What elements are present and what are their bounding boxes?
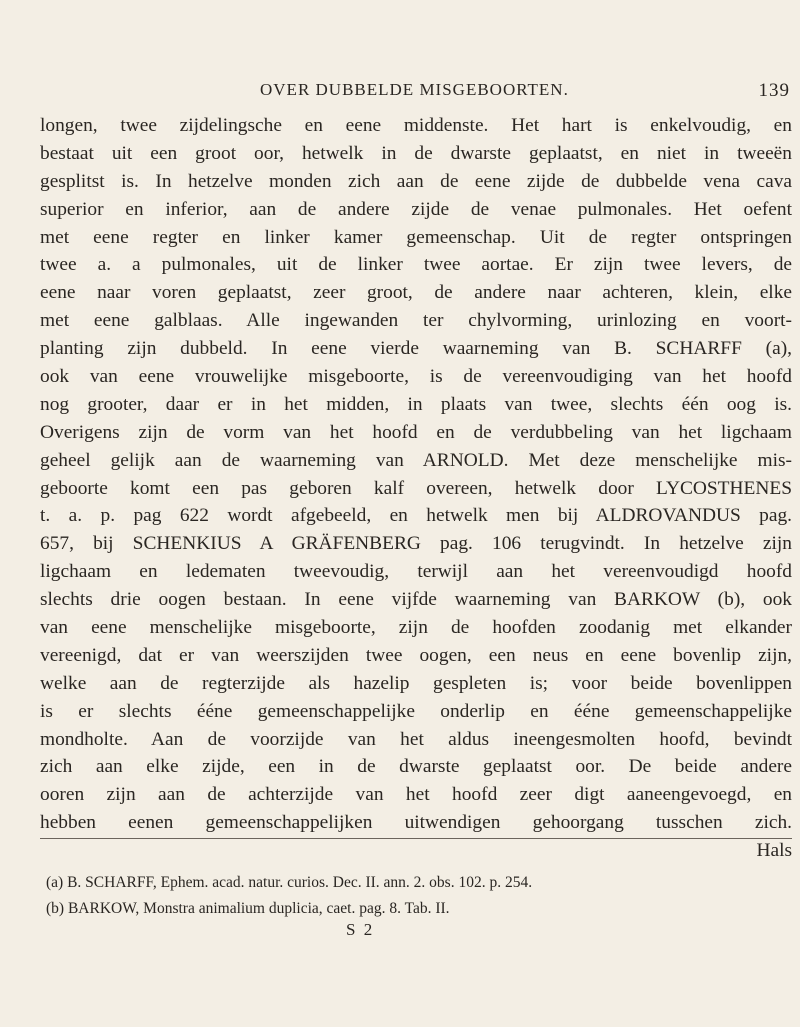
text-line: bestaat uit een groot oor, hetwelk in de dwarste geplaatst, en niet in tweeën: [40, 142, 792, 164]
text-line: van eene menschelijke misgeboorte, zijn de hoofden zoodanig met elkander: [40, 617, 792, 639]
page-number: 139: [758, 80, 790, 101]
running-head: OVER DUBBELDE MISGEBOORTEN.: [260, 80, 569, 99]
text-line: zich aan elke zijde, een in de dwarste geplaatst oor. De beide andere: [40, 756, 792, 778]
text-line: eene naar voren geplaatst, zeer groot, de andere naar achteren, klein, elke: [40, 282, 792, 304]
catchword: Hals: [756, 840, 792, 862]
text-line: 657, bij SCHENKIUS A GRÄFENBERG pag. 106 terugvindt. In hetzelve zijn: [40, 533, 792, 555]
text-line: ooren zijn aan de achterzijde van het hoofd zeer digt aaneengevoegd, en: [40, 784, 792, 806]
text-line: vereenigd, dat er van weerszijden twee oogen, een neus en eene bovenlip zijn,: [40, 644, 792, 666]
page-header: [40, 80, 790, 102]
text-line: slechts drie oogen bestaan. In eene vijfde waarneming van BARKOW (b), ook: [40, 589, 792, 611]
text-line: planting zijn dubbeld. In eene vierde waarneming van B. SCHARFF (a),: [40, 338, 792, 360]
text-line: met eene galblaas. Alle ingewanden ter chylvorming, urinlozing en voort-: [40, 310, 792, 332]
text-line: Overigens zijn de vorm van het hoofd en de verdubbeling van het ligchaam: [40, 421, 792, 443]
text-line: gesplitst is. In hetzelve monden zich aan de eene zijde de dubbelde vena cava: [40, 170, 792, 192]
text-line: geheel gelijk aan de waarneming van ARNOLD. Met deze menschelijke mis-: [40, 449, 792, 471]
signature-mark: S 2: [346, 920, 375, 939]
footnotes: [46, 870, 786, 922]
text-line: superior en inferior, aan de andere zijde de venae pulmonales. Het oefent: [40, 198, 792, 220]
text-line: welke aan de regterzijde als hazelip gespleten is; voor beide bovenlippen: [40, 672, 792, 694]
text-line: ligchaam en ledematen tweevoudig, terwijl aan het vereenvoudigd hoofd: [40, 561, 792, 583]
text-line: geboorte komt een pas geboren kalf overeen, hetwelk door LYCOSTHENES: [40, 477, 792, 499]
footnote-a: (a) B. SCHARFF, Ephem. acad. natur. curios. Dec. II. ann. 2. obs. 102. p. 254.: [46, 874, 533, 891]
text-line: t. a. p. pag 622 wordt afgebeeld, en hetwelk men bij ALDROVANDUS pag.: [40, 505, 792, 527]
text-line: met eene regter en linker kamer gemeenschap. Uit de regter ontspringen: [40, 226, 792, 248]
text-line: hebben eenen gemeenschappelijken uitwendigen gehoorgang tusschen zich.: [40, 812, 792, 834]
text-line: ook van eene vrouwelijke misgeboorte, is de vereenvoudiging van het hoofd: [40, 366, 792, 388]
text-line: is er slechts ééne gemeenschappelijke onderlip en ééne gemeenschappelijke: [40, 700, 792, 722]
text-line: twee a. a pulmonales, uit de linker twee aortae. Er zijn twee levers, de: [40, 254, 792, 276]
text-line: mondholte. Aan de voorzijde van het aldus ineengesmolten hoofd, bevindt: [40, 728, 792, 750]
footnote-b: (b) BARKOW, Monstra animalium duplicia, caet. pag. 8. Tab. II.: [46, 900, 450, 917]
text-line: longen, twee zijdelingsche en eene middenste. Het hart is enkelvoudig, en: [40, 115, 792, 136]
footnote-divider: [40, 838, 792, 839]
body-text: [40, 112, 792, 865]
text-line: nog grooter, daar er in het midden, in plaats van twee, slechts één oog is.: [40, 393, 792, 415]
